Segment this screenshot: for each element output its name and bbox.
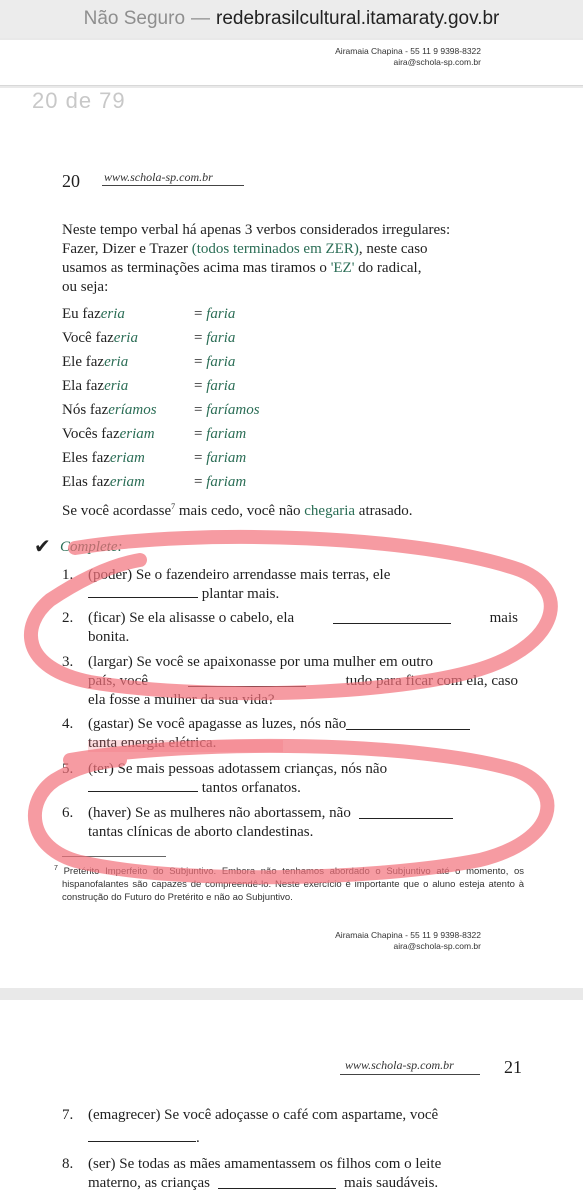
exercise-text xyxy=(88,1106,528,1148)
exercise-line: país, você xyxy=(88,673,148,689)
exercise-line: (poder) Se o fazendeiro arrendasse mais terras, ele xyxy=(88,567,391,583)
irregular-verbs: Fazer, Dizer e Trazer xyxy=(62,241,189,257)
answer-blank[interactable] xyxy=(88,585,198,598)
exercise-number: 1. xyxy=(62,567,74,583)
intro-line-3 xyxy=(62,259,532,278)
exercise-7 xyxy=(62,1106,532,1146)
conjugation-row xyxy=(62,446,260,470)
example-middle: mais cedo, você não xyxy=(175,503,305,519)
exercise-line: (emagrecer) Se você adoçasse o café com aspartame, você xyxy=(88,1107,439,1123)
previous-page xyxy=(0,40,583,86)
equals-sign: = xyxy=(194,474,207,490)
equals-sign: = xyxy=(194,354,207,370)
exercise-1 xyxy=(62,566,522,606)
form-ending: eriam xyxy=(109,474,145,490)
conjugation-result xyxy=(194,446,246,470)
exercise-line: materno, as crianças xyxy=(88,1175,211,1191)
contact-email: aira@schola-sp.com.br xyxy=(393,941,481,951)
form-stem: Você faz xyxy=(62,330,114,346)
page-21 xyxy=(0,1000,583,1200)
equals-sign: = xyxy=(194,306,207,322)
contact-block-bottom xyxy=(335,930,481,952)
footnote xyxy=(54,862,525,904)
form-stem: Nós faz xyxy=(62,402,109,418)
form-ending: eria xyxy=(113,330,138,346)
result-form: faria xyxy=(206,354,236,370)
exercise-line: ela fosse a mulher da sua vida? xyxy=(88,692,275,708)
exercise-3 xyxy=(62,653,522,713)
exercise-number: 4. xyxy=(62,716,74,732)
form-ending: eria xyxy=(104,378,129,394)
form-ending: eria xyxy=(100,306,125,322)
exercise-number: 8. xyxy=(62,1156,74,1172)
form-stem: Ela faz xyxy=(62,378,105,394)
conjugation-result xyxy=(194,302,235,326)
exercise-4 xyxy=(62,715,522,755)
conjugation-result xyxy=(194,350,235,374)
conjugation-form xyxy=(62,350,194,374)
result-form: faríamos xyxy=(206,402,260,418)
zer-note: (todos terminados em ZER) xyxy=(191,241,359,257)
equals-sign: = xyxy=(194,330,207,346)
exercise-text xyxy=(88,1155,528,1193)
conjugation-form xyxy=(62,446,194,470)
footnote-rule xyxy=(62,856,166,857)
answer-blank[interactable] xyxy=(88,779,198,792)
conjugation-row xyxy=(62,398,260,422)
result-form: fariam xyxy=(206,426,247,442)
security-status: Não Seguro xyxy=(83,8,186,29)
answer-blank[interactable] xyxy=(88,1129,196,1142)
equals-sign: = xyxy=(194,402,207,418)
conjugation-result xyxy=(194,422,246,446)
contact-email: aira@schola-sp.com.br xyxy=(393,57,481,67)
conjugation-form xyxy=(62,470,194,494)
conjugation-table xyxy=(62,302,260,494)
exercise-text xyxy=(88,653,518,710)
footnote-ref: 7 xyxy=(171,502,176,511)
page-indicator: 20 de 79 xyxy=(32,88,126,113)
form-stem: Elas faz xyxy=(62,474,110,490)
page-number: 20 xyxy=(62,171,80,191)
answer-blank[interactable] xyxy=(188,674,306,687)
conjugation-result xyxy=(194,326,235,350)
page-header-site: www.schola-sp.com.br xyxy=(345,1058,454,1072)
conjugation-form xyxy=(62,374,194,398)
exercise-text xyxy=(88,566,518,604)
footnote-mark: 7 xyxy=(54,865,58,872)
form-stem: Ele faz xyxy=(62,354,105,370)
exercise-number: 7. xyxy=(62,1107,74,1123)
exercise-line: (largar) Se você se apaixonasse por uma mulher em outro xyxy=(88,654,434,670)
form-stem: Eles faz xyxy=(62,450,110,466)
conjugation-row xyxy=(62,470,260,494)
intro-line-4: ou seja: xyxy=(62,279,109,295)
footnote-text: Pretérito Imperfeito do Subjuntivo. Embora não tenhamos abordado o Subjuntivo até o momento, os hispanofalantes são capazes de compreendê-lo. Neste exercício é importante que o aluno esteja atento à construção do Futuro do Pretérito e não ao Subjuntivo. xyxy=(62,866,525,904)
exercise-number: 3. xyxy=(62,654,74,670)
intro-line-2 xyxy=(62,240,532,259)
example-verb: chegaria xyxy=(304,503,356,519)
exercise-line: (haver) Se as mulheres não abortassem, não xyxy=(88,805,351,821)
form-ending: eríamos xyxy=(108,402,157,418)
url-separator: — xyxy=(191,8,211,29)
contact-block xyxy=(335,46,481,68)
exercise-line: (gastar) Se você apagasse as luzes, nós não xyxy=(88,716,347,732)
exercise-line: tantos orfanatos. xyxy=(201,780,301,796)
conjugation-row xyxy=(62,350,260,374)
exercise-6 xyxy=(62,804,522,844)
exercise-number: 6. xyxy=(62,805,74,821)
form-ending: eriam xyxy=(119,426,155,442)
page-header-site: www.schola-sp.com.br xyxy=(104,170,213,184)
exercise-number: 5. xyxy=(62,761,74,777)
conjugation-form xyxy=(62,422,194,446)
conjugation-form xyxy=(62,398,194,422)
conjugation-row xyxy=(62,374,260,398)
equals-sign: = xyxy=(194,426,207,442)
exercise-line: (ficar) Se ela alisasse o cabelo, ela xyxy=(88,610,295,626)
checkmark-icon: ✔ xyxy=(34,536,51,558)
exercise-line: bonita. xyxy=(88,629,130,645)
page-number: 21 xyxy=(504,1057,522,1077)
exercise-line: (ser) Se todas as mães amamentassem os filhos com o leite xyxy=(88,1156,442,1172)
header-rule xyxy=(340,1074,480,1075)
answer-blank[interactable] xyxy=(218,1176,336,1189)
exercise-text xyxy=(88,609,518,647)
exercise-line: tanta energia elétrica. xyxy=(88,735,217,751)
exercise-5 xyxy=(62,760,522,800)
example-sentence xyxy=(62,497,532,521)
form-stem: Vocês faz xyxy=(62,426,120,442)
exercise-text xyxy=(88,715,518,753)
exercise-line: plantar mais. xyxy=(201,586,280,602)
url-host: redebrasilcultural.itamaraty.gov.br xyxy=(216,8,500,29)
ez-note: 'EZ' xyxy=(330,260,355,276)
result-form: faria xyxy=(206,330,236,346)
exercise-number: 2. xyxy=(62,610,74,626)
exercise-line-end: mais saudáveis. xyxy=(344,1175,439,1191)
result-form: fariam xyxy=(206,474,247,490)
answer-blank[interactable] xyxy=(333,611,451,624)
exercise-2 xyxy=(62,609,522,649)
example-start: Se você acordasse xyxy=(62,503,172,519)
conjugation-row xyxy=(62,326,260,350)
conjugation-result xyxy=(194,470,246,494)
exercise-line: . xyxy=(196,1130,200,1146)
conjugation-result xyxy=(194,398,260,422)
exercise-8 xyxy=(62,1155,532,1195)
exercise-line-end: tudo para ficar com ela, caso xyxy=(345,673,518,689)
intro-line-3-start: usamos as terminações acima mas tiramos o xyxy=(62,260,331,276)
exercise-line-end: mais xyxy=(489,610,518,626)
example-end: atrasado. xyxy=(355,503,413,519)
equals-sign: = xyxy=(194,378,207,394)
intro-paragraph xyxy=(62,221,532,297)
conjugation-row xyxy=(62,422,260,446)
exercise-line: (ter) Se mais pessoas adotassem crianças, nós não xyxy=(88,761,388,777)
form-ending: eria xyxy=(104,354,129,370)
page-20 xyxy=(0,88,583,988)
result-form: faria xyxy=(206,306,236,322)
result-form: faria xyxy=(206,378,236,394)
answer-blank[interactable] xyxy=(346,717,470,730)
answer-blank[interactable] xyxy=(359,806,453,819)
contact-name-phone: Airamaia Chapina - 55 11 9 9398-8322 xyxy=(335,46,481,56)
url-bar[interactable] xyxy=(0,0,583,38)
equals-sign: = xyxy=(194,450,207,466)
header-rule xyxy=(102,185,244,186)
exercise-text xyxy=(88,760,518,798)
intro-line-2-end: , neste caso xyxy=(358,241,428,257)
conjugation-form xyxy=(62,326,194,350)
intro-line-3-end: do radical, xyxy=(354,260,422,276)
exercise-text xyxy=(88,804,518,842)
conjugation-row xyxy=(62,302,260,326)
conjugation-form xyxy=(62,302,194,326)
conjugation-result xyxy=(194,374,235,398)
form-stem: Eu faz xyxy=(62,306,101,322)
form-ending: eriam xyxy=(109,450,145,466)
exercise-line: tantas clínicas de aborto clandestinas. xyxy=(88,824,314,840)
result-form: fariam xyxy=(206,450,247,466)
contact-name-phone: Airamaia Chapina - 55 11 9 9398-8322 xyxy=(335,930,481,940)
intro-line-1: Neste tempo verbal há apenas 3 verbos considerados irregulares: xyxy=(62,222,451,238)
complete-heading: Complete: xyxy=(60,539,123,555)
